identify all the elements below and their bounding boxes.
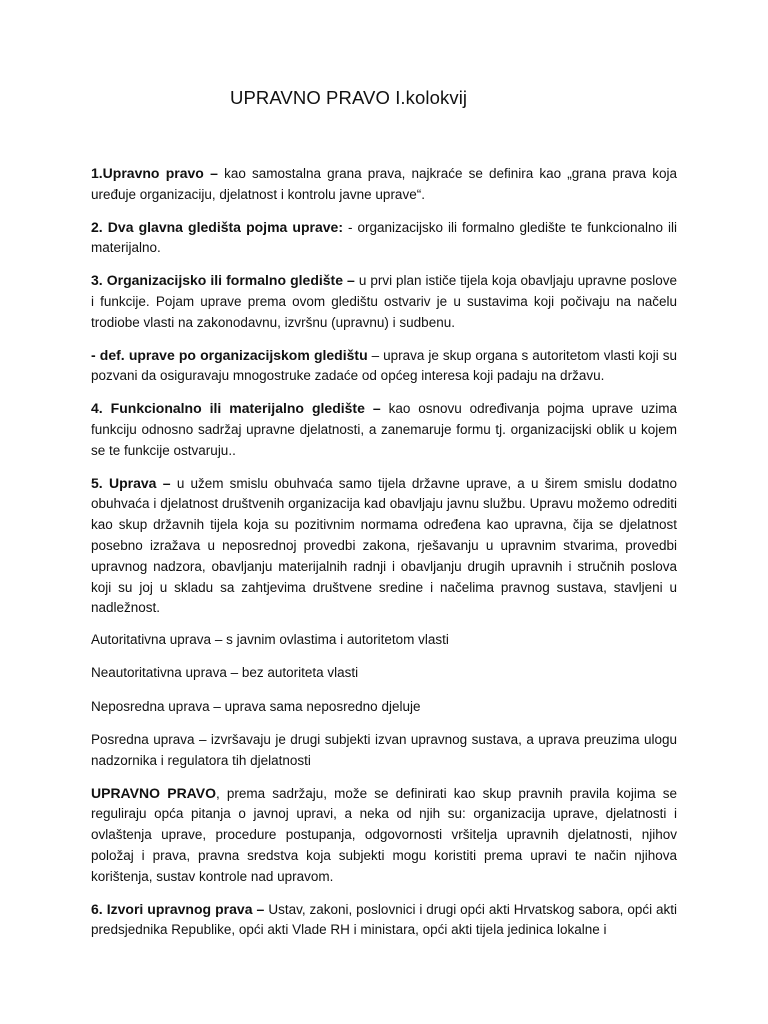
document-title: UPRAVNO PRAVO I.kolokvij: [230, 87, 468, 108]
paragraph-organizacijsko-glediste: [91, 270, 677, 333]
paragraph-neautoritativna-uprava: [91, 663, 677, 684]
document-body: [91, 163, 677, 952]
paragraph-text: Posredna uprava – izvršavaju je drugi subjekti izvan upravnog sustava, a uprava preuzima ulogu nadzornika i regulatora tih djelatnosti: [91, 732, 677, 768]
paragraph-glavna-gledista: [91, 217, 677, 260]
paragraph-upravno-pravo-sadrzaj: [91, 783, 677, 888]
paragraph-text: - organizacijsko ili formalno gledište te funkcionalno ili materijalno.: [91, 219, 677, 256]
paragraph-text: Neautoritativna uprava – bez autoriteta vlasti: [91, 665, 359, 681]
paragraph-heading: 6. Izvori upravnog prava –: [91, 900, 269, 917]
paragraph-text: Ustav, zakoni, poslovnici i drugi opći akti Hrvatskog sabora, opći akti predsjednika Republike, opći akti Vlade RH i ministara, opći akti tijela jedinica lokalne i: [91, 901, 677, 938]
paragraph-heading: UPRAVNO PRAVO: [91, 784, 216, 801]
paragraph-uprava: [91, 473, 677, 620]
paragraph-heading: 3. Organizacijsko ili formalno gledište –: [91, 272, 359, 289]
paragraph-heading: 5. Uprava –: [91, 474, 177, 491]
paragraph-def-uprave: [91, 345, 677, 388]
paragraph-text: u užem smislu obuhvaća samo tijela državne uprave, a u širem smislu dodatno obuhvaća i djelatnost društvenih organizacija kad obavljaju javnu službu. Upravu možemo odrediti kao skup državnih tijela koja su pozitivnim normama određena kao upravna, čija se djelatnost posebno izražava u neposrednoj provedbi zakona, rješavanju u upravnim stvarima, provedbi upravnog nadzora, obavljanju materijalnih radnji i obavljanju drugih upravnih i stručnih poslova koji su joj u skladu sa zahtjevima društvene sredine i načelima pravnog sustava, stavljeni u nadležnost.: [91, 475, 677, 616]
paragraph-izvori-upravnog-prava: [91, 899, 677, 942]
paragraph-text: – uprava je skup organa s autoritetom vlasti koji su pozvani da osiguravaju mnogostruke zadaće od općeg interesa koji padaju na državu.: [91, 347, 677, 384]
paragraph-text: , prema sadržaju, može se definirati kao skup pravnih pravila kojima se reguliraju opća pitanja o javnoj upravi, a neka od njih su: organizacija uprave, djelatnosti i ovlaštenja uprave, procedure postupanja, odgovornosti vršitelja upravnih djelatnosti, njihov položaj i prava, pravna sredstva koja subjekti mogu koristiti prema upravi te način njihova korištenja, sustav kontrole nad upravom.: [91, 785, 677, 884]
paragraph-heading: 1.Upravno pravo –: [91, 165, 225, 181]
paragraph-text: Neposredna uprava – uprava sama neposredno djeluje: [91, 698, 421, 714]
paragraph-funkcionalno-glediste: [91, 398, 677, 461]
paragraph-text: kao samostalna grana prava, najkraće se definira kao „grana prava koja uređuje organizaciju, djelatnost i kontrolu javne uprave“.: [91, 166, 678, 202]
paragraph-neposredna-uprava: [91, 697, 677, 718]
paragraph-text: Autoritativna uprava – s javnim ovlastima i autoritetom vlasti: [91, 632, 449, 648]
paragraph-posredna-uprava: [91, 730, 677, 772]
paragraph-heading: 2. Dva glavna gledišta pojma uprave:: [91, 218, 343, 235]
paragraph-upravno-pravo: [91, 163, 677, 206]
paragraph-heading: - def. uprave po organizacijskom gledištu: [91, 346, 368, 363]
paragraph-heading: 4. Funkcionalno ili materijalno gledište –: [91, 400, 389, 417]
paragraph-text: u prvi plan ističe tijela koja obavljaju upravne poslove i funkcije. Pojam uprave prema ovom gledištu ostvariv je u sustavima koji počivaju na načelu trodiobe vlasti na zakonodavnu, izvršnu (upravnu) i sudbenu.: [91, 273, 677, 330]
paragraph-autoritativna-uprava: [91, 630, 677, 651]
paragraph-text: kao osnovu određivanja pojma uprave uzima funkciju odnosno sadržaj upravne djelatnosti, a zanemaruje formu tj. organizacijski oblik u kojem se te funkcije ostvaruju..: [91, 401, 677, 458]
